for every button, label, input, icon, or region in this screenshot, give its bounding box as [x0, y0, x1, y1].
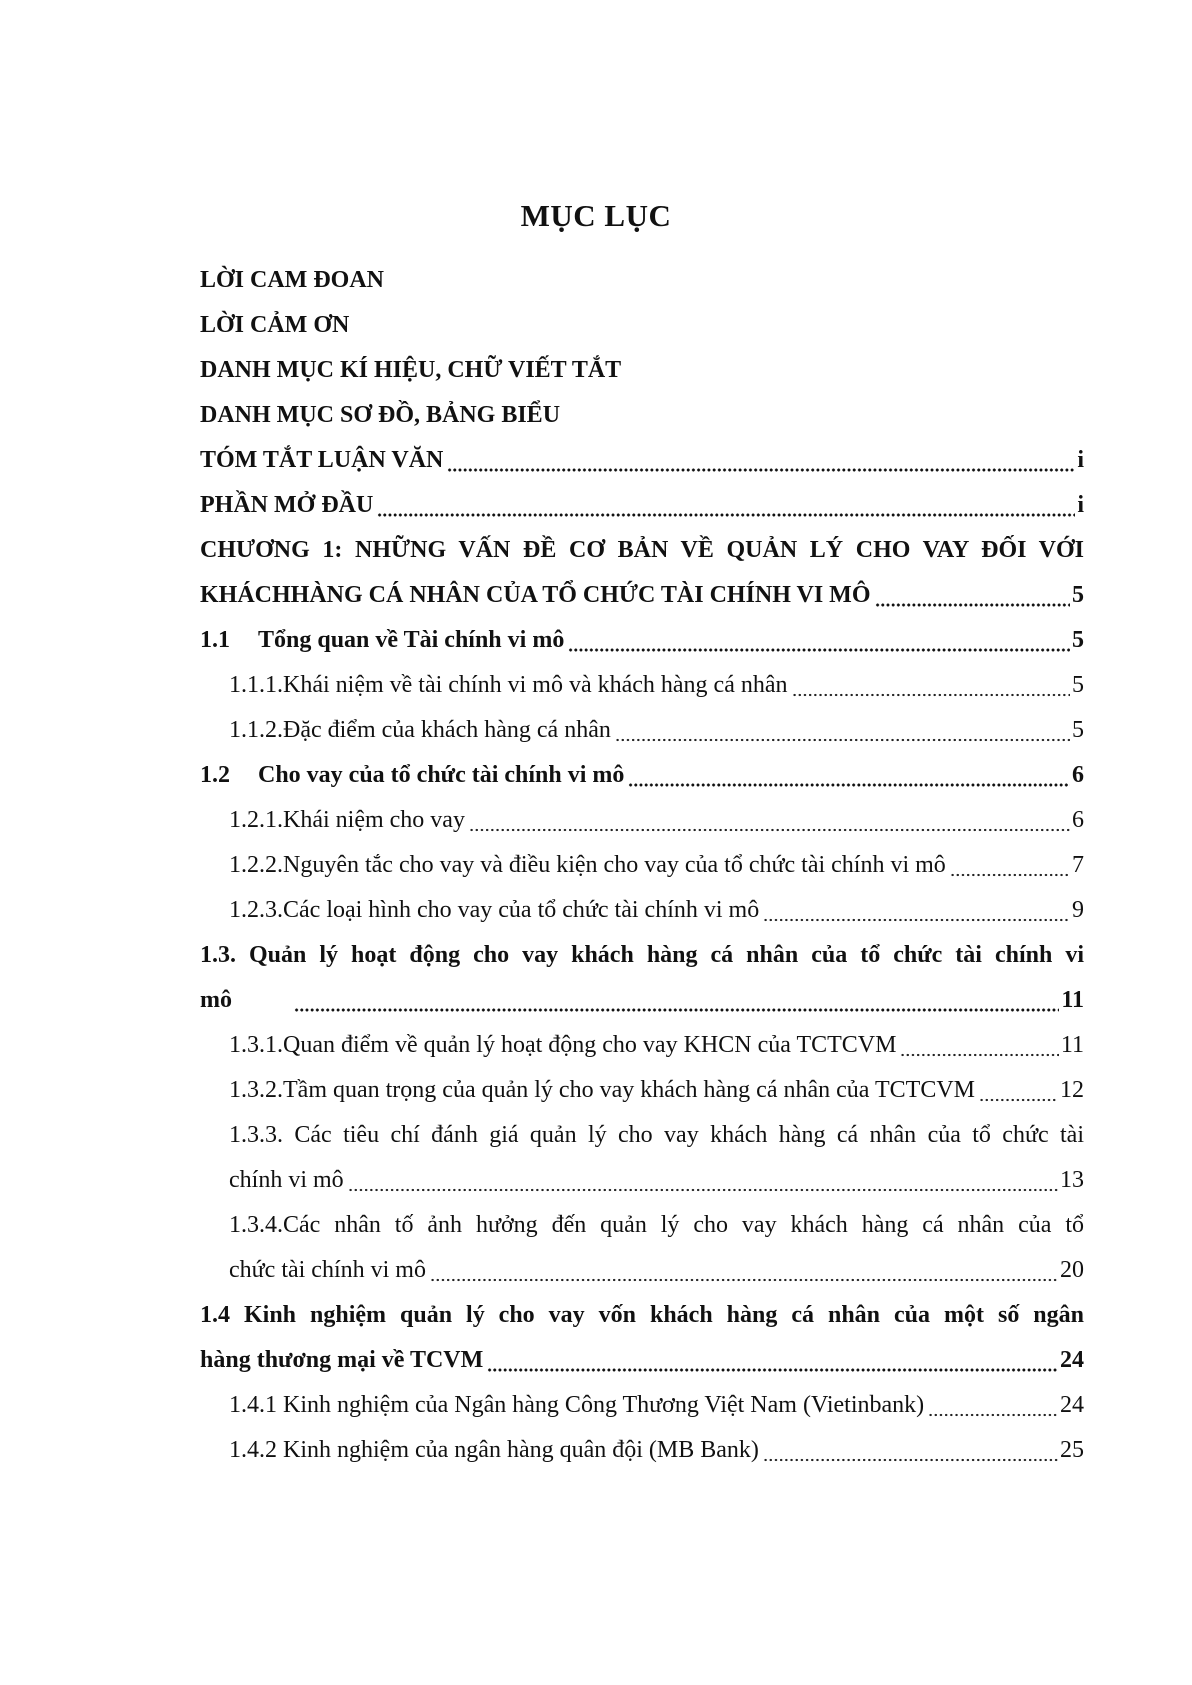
dot-leader: [348, 1188, 1058, 1192]
dot-leader: [294, 1008, 1059, 1012]
toc-subentry-continued: [200, 1248, 1084, 1293]
toc-entry: [200, 528, 1084, 573]
toc-entry-text: Tổng quan về Tài chính vi mô: [258, 627, 565, 653]
toc-subentry: [200, 663, 1084, 708]
toc-page-number: 7: [1072, 852, 1084, 878]
toc-entry-text: 1.3.4.Các nhân tố ảnh hưởng đến quản lý cho vay khách hàng cá nhân của tổ: [229, 1212, 1084, 1238]
toc-page-number: 5: [1072, 627, 1084, 653]
dot-leader: [447, 468, 1075, 472]
toc-entry-text: TÓM TẮT LUẬN VĂN: [200, 447, 444, 473]
toc-entry-text: LỜI CẢM ƠN: [200, 312, 350, 338]
toc-page-number: 25: [1060, 1437, 1084, 1463]
toc-entry-text: 1.2.1.Khái niệm cho vay: [229, 807, 465, 833]
toc-entry: [200, 258, 1084, 303]
toc-section-number: 1.1: [200, 627, 230, 653]
dot-leader: [979, 1098, 1058, 1102]
dot-leader: [763, 918, 1070, 922]
toc-entry: [200, 348, 1084, 393]
dot-leader: [568, 648, 1070, 652]
dot-leader: [763, 1458, 1058, 1462]
toc-entry: [200, 573, 1084, 618]
dot-leader: [900, 1053, 1058, 1057]
toc-title: MỤC LỤC: [520, 198, 672, 233]
toc-section-entry-continued: [200, 978, 1084, 1023]
toc-subentry: [200, 888, 1084, 933]
toc-page-number: i: [1077, 492, 1084, 518]
dot-leader: [487, 1368, 1058, 1372]
toc-entry-text: 1.2.3.Các loại hình cho vay của tổ chức tài chính vi mô: [229, 897, 760, 923]
toc-page-number: 5: [1072, 672, 1084, 698]
toc-entry-text: mô: [200, 987, 232, 1013]
toc-entry: [200, 393, 1084, 438]
toc-page-number: i: [1077, 447, 1084, 473]
toc-entry-text: 1.2.2.Nguyên tắc cho vay và điều kiện cho vay của tổ chức tài chính vi mô: [229, 852, 946, 878]
toc-entry-text: 1.3. Quản lý hoạt động cho vay khách hàng cá nhân của tổ chức tài chính vi: [200, 942, 1084, 968]
dot-leader: [615, 738, 1070, 742]
toc-section-entry: [200, 1293, 1084, 1338]
toc-entry-text: 1.1.2.Đặc điểm của khách hàng cá nhân: [229, 717, 611, 743]
toc-subentry: [200, 1428, 1084, 1473]
toc-entry-text: chính vi mô: [229, 1167, 344, 1193]
toc-section-number: 1.2: [200, 762, 230, 788]
dot-leader: [377, 513, 1075, 517]
toc-entry-text: Cho vay của tổ chức tài chính vi mô: [258, 762, 625, 788]
dot-leader: [628, 783, 1070, 787]
toc-section-entry: [200, 933, 1084, 978]
toc-subentry: [200, 1203, 1084, 1248]
toc-section-entry-continued: [200, 1338, 1084, 1383]
toc-page-number: 13: [1060, 1167, 1084, 1193]
toc-page-number: 20: [1060, 1257, 1084, 1283]
dot-leader: [469, 828, 1070, 832]
toc-entry: [200, 438, 1084, 483]
toc-entry-text: chức tài chính vi mô: [229, 1257, 426, 1283]
toc-entry-text: DANH MỤC SƠ ĐỒ, BẢNG BIỂU: [200, 402, 561, 428]
toc-page-number: 6: [1072, 807, 1084, 833]
toc-page-number: 9: [1072, 897, 1084, 923]
dot-leader: [875, 603, 1071, 607]
toc-page-number: 5: [1072, 582, 1084, 608]
toc-page-number: 11: [1061, 987, 1084, 1013]
toc-entry-text: 1.3.1.Quan điểm về quản lý hoạt động cho vay KHCN của TCTCVM: [229, 1032, 897, 1058]
dot-leader: [950, 873, 1070, 877]
toc-entry: [200, 303, 1084, 348]
toc-entry-text: 1.3.2.Tầm quan trọng của quản lý cho vay khách hàng cá nhân của TCTCVM: [229, 1077, 976, 1103]
toc-subentry: [200, 1068, 1084, 1113]
toc-entry: [200, 483, 1084, 528]
toc-entry-text: DANH MỤC KÍ HIỆU, CHỮ VIẾT TẮT: [200, 357, 622, 383]
toc-subentry: [200, 1113, 1084, 1158]
toc-section-entry: [200, 753, 1084, 798]
toc-page-number: 11: [1060, 1032, 1084, 1058]
dot-leader: [792, 693, 1070, 697]
toc-subentry: [200, 1383, 1084, 1428]
toc-page-number: 12: [1060, 1077, 1084, 1103]
toc-entry-text: KHÁCHHÀNG CÁ NHÂN CỦA TỔ CHỨC TÀI CHÍNH VI MÔ: [200, 582, 871, 608]
table-of-contents: [200, 258, 1084, 1473]
toc-subentry-continued: [200, 1158, 1084, 1203]
toc-entry-text: 1.4.2 Kinh nghiệm của ngân hàng quân đội (MB Bank): [229, 1437, 759, 1463]
dot-leader: [430, 1278, 1058, 1282]
toc-subentry: [200, 1023, 1084, 1068]
toc-page-number: 24: [1060, 1347, 1084, 1373]
toc-page-number: 5: [1072, 717, 1084, 743]
dot-leader: [928, 1413, 1058, 1417]
toc-page-number: 6: [1072, 762, 1084, 788]
toc-subentry: [200, 708, 1084, 753]
toc-entry-text: CHƯƠNG 1: NHỮNG VẤN ĐỀ CƠ BẢN VỀ QUẢN LÝ CHO VAY ĐỐI VỚI: [200, 537, 1084, 563]
toc-entry-text: hàng thương mại về TCVM: [200, 1347, 484, 1373]
toc-section-entry: [200, 618, 1084, 663]
toc-entry-text: 1.3.3. Các tiêu chí đánh giá quản lý cho vay khách hàng cá nhân của tổ chức tài: [229, 1122, 1084, 1148]
toc-entry-text: LỜI CAM ĐOAN: [200, 267, 384, 293]
toc-entry-text: 1.4.1 Kinh nghiệm của Ngân hàng Công Thương Việt Nam (Vietinbank): [229, 1392, 925, 1418]
toc-entry-text: 1.1.1.Khái niệm về tài chính vi mô và khách hàng cá nhân: [229, 672, 788, 698]
toc-subentry: [200, 843, 1084, 888]
toc-page-number: 24: [1060, 1392, 1084, 1418]
toc-entry-text: PHẦN MỞ ĐẦU: [200, 492, 374, 518]
toc-subentry: [200, 798, 1084, 843]
toc-entry-text: 1.4 Kinh nghiệm quản lý cho vay vốn khách hàng cá nhân của một số ngân: [200, 1302, 1084, 1328]
